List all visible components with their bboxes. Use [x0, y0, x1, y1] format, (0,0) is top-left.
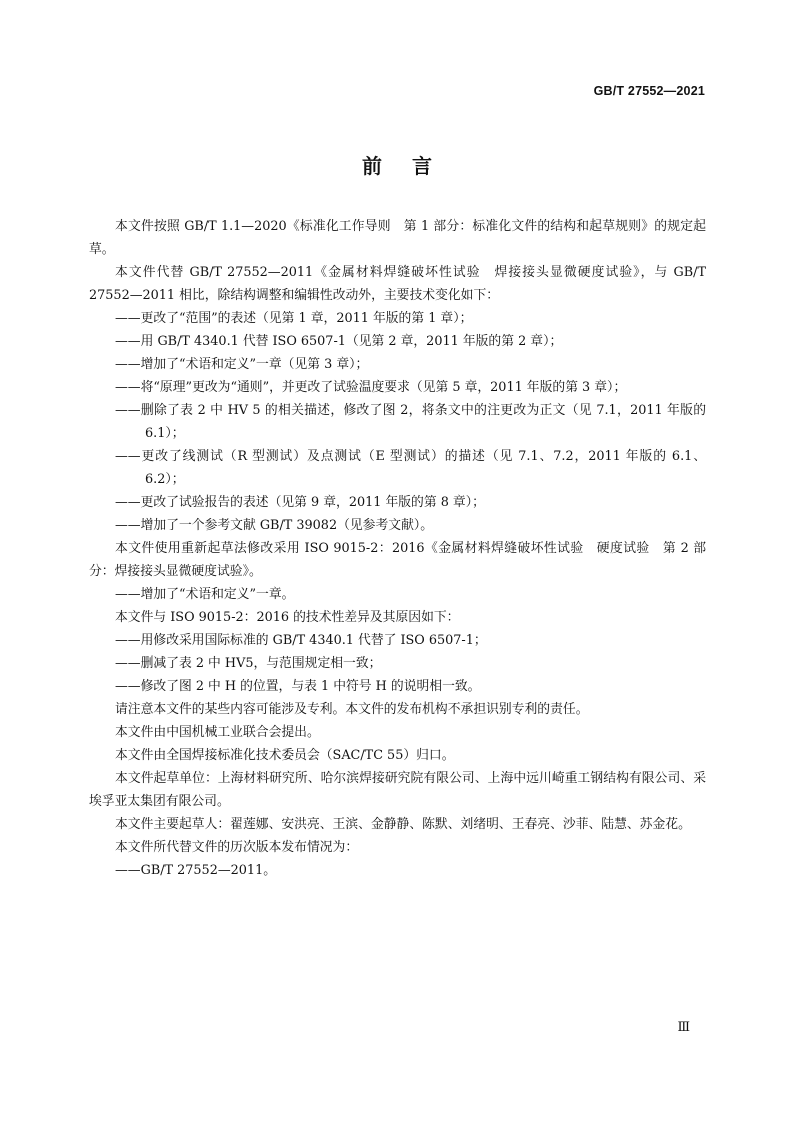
list-item: ——修改了图 2 中 H 的位置，与表 1 中符号 H 的说明相一致。: [115, 679, 481, 694]
list-item: ——更改了试验报告的表述（见第 9 章，2011 年版的第 8 章）；: [115, 495, 485, 510]
list-item: ——增加了“术语和定义”一章（见第 3 章）；: [115, 357, 369, 372]
list-item: ——删除了表 2 中 HV 5 的相关描述，修改了图 2，将条文中的注更改为正文（见 7.1，2011 年版的 6.1）；: [115, 403, 706, 441]
paragraph: 本文件起草单位：上海材料研究所、哈尔滨焊接研究院有限公司、上海中远川崎重工钢结构有限公司、采埃孚亚太集团有限公司。: [89, 771, 706, 809]
list-item: ——更改了线测试（R 型测试）及点测试（E 型测试）的描述（见 7.1、7.2，2011 年版的 6.1、6.2）；: [115, 449, 706, 487]
list-item: ——用 GB/T 4340.1 代替 ISO 6507-1（见第 2 章，2011 年版的第 2 章）；: [115, 334, 563, 349]
paragraph: 本文件由中国机械工业联合会提出。: [115, 725, 320, 740]
paragraph: 本文件主要起草人：翟莲娜、安洪亮、王滨、金静静、陈默、刘绪明、王春亮、沙菲、陆慧、苏金花。: [115, 817, 691, 832]
paragraph: 请注意本文件的某些内容可能涉及专利。本文件的发布机构不承担识别专利的责任。: [115, 702, 589, 717]
list-item: ——更改了“范围”的表述（见第 1 章，2011 年版的第 1 章）；: [115, 311, 473, 326]
list-item: ——增加了一个参考文献 GB/T 39082（见参考文献）。: [115, 518, 434, 533]
list-item: ——用修改采用国际标准的 GB/T 4340.1 代替了 ISO 6507-1；: [115, 633, 487, 648]
paragraph: 本文件按照 GB/T 1.1—2020《标准化工作导则 第 1 部分：标准化文件的结构和起草规则》的规定起草。: [89, 219, 706, 257]
list-item: ——将“原理”更改为“通则”，并更改了试验温度要求（见第 5 章，2011 年版的第 3 章）；: [115, 380, 627, 395]
paragraph: 本文件代替 GB/T 27552—2011《金属材料焊缝破坏性试验 焊接接头显微硬度试验》，与 GB/T 27552—2011 相比，除结构调整和编辑性改动外，主要技术变化如下：: [89, 265, 706, 303]
list-item: ——增加了“术语和定义”一章。: [115, 587, 295, 602]
page-number: Ⅲ: [677, 1020, 690, 1035]
paragraph: 本文件与 ISO 9015-2：2016 的技术性差异及其原因如下：: [115, 610, 460, 625]
list-item: ——GB/T 27552—2011。: [115, 863, 277, 878]
paragraph: 本文件所代替文件的历次版本发布情况为：: [115, 840, 359, 855]
document-body: [89, 215, 706, 882]
paragraph: 本文件由全国焊接标准化技术委员会（SAC/TC 55）归口。: [115, 748, 455, 763]
paragraph: 本文件使用重新起草法修改采用 ISO 9015-2：2016《金属材料焊缝破坏性试验 硬度试验 第 2 部分：焊接接头显微硬度试验》。: [89, 541, 706, 579]
page-title: 前言: [362, 154, 462, 178]
list-item: ——删减了表 2 中 HV5，与范围规定相一致；: [115, 656, 382, 671]
standard-number-header: GB/T 27552—2021: [593, 84, 705, 98]
